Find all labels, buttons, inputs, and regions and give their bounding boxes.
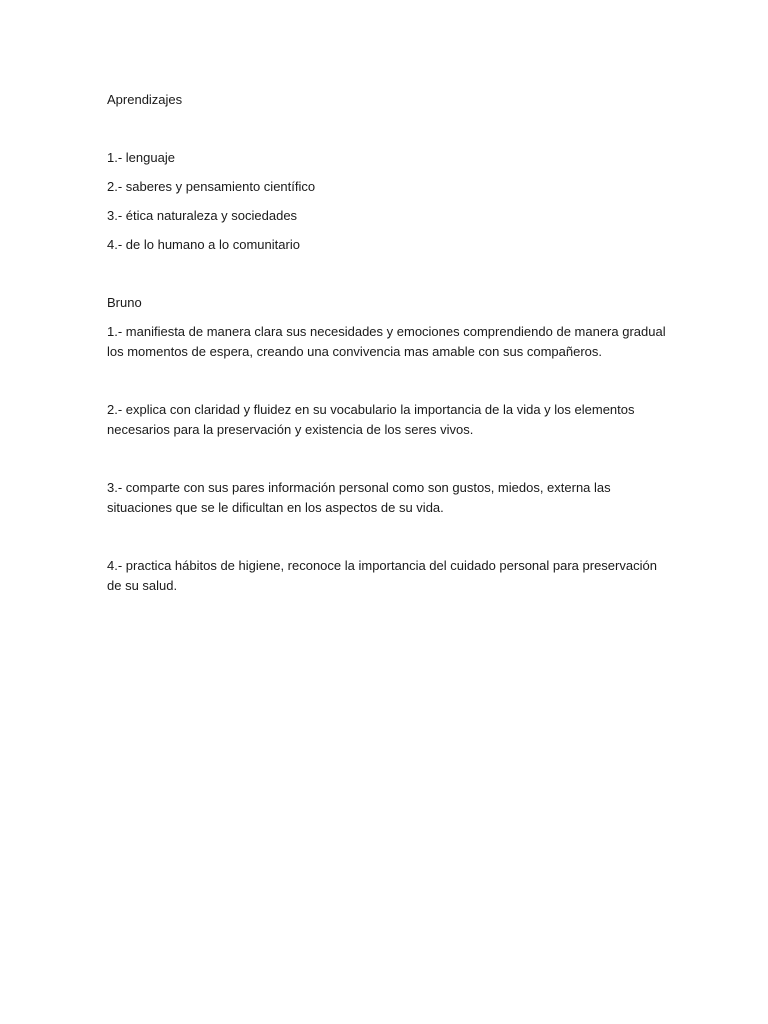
student-name: Bruno (107, 295, 142, 310)
subject-item-2: 2.- saberes y pensamiento científico (107, 179, 316, 194)
subject-item-1: 1.- lenguaje (107, 150, 175, 165)
learning-item-1: 1.- manifiesta de manera clara sus necesidades y emociones comprendiendo de manera gradual los momentos de espera, creando una convivencia mas amable con sus compañeros. (107, 324, 666, 359)
subject-item-4: 4.- de lo humano a lo comunitario (107, 237, 300, 252)
subject-item-3: 3.- ética naturaleza y sociedades (107, 208, 298, 223)
learning-item-4: 4.- practica hábitos de higiene, reconoce la importancia del cuidado personal para preservación de su salud. (107, 558, 657, 593)
document-heading: Aprendizajes (107, 92, 183, 107)
document-body (107, 90, 667, 634)
learning-item-3: 3.- comparte con sus pares información personal como son gustos, miedos, externa las situaciones que se le dificultan en los aspectos de su vida. (107, 480, 611, 515)
learning-item-2: 2.- explica con claridad y fluidez en su vocabulario la importancia de la vida y los elementos necesarios para la preservación y existencia de los seres vivos. (107, 402, 635, 437)
